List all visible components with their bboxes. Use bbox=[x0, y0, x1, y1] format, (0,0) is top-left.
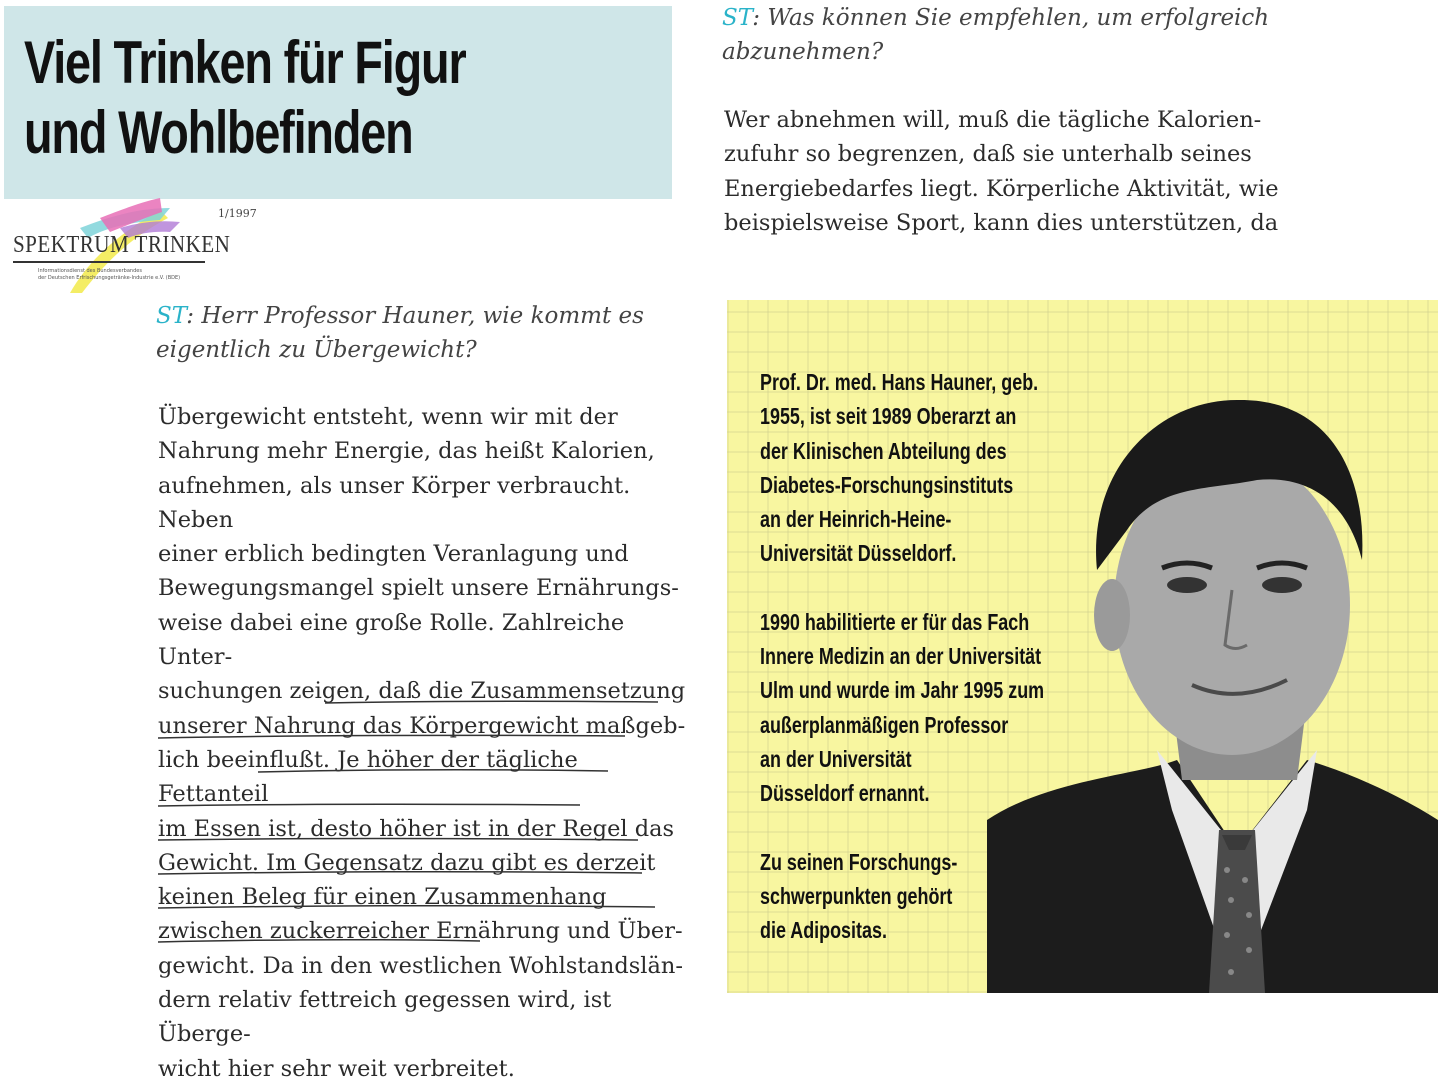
logo-subtitle-line-1: Informationsdienst des Bundesverbandes bbox=[38, 268, 142, 274]
interview-answer-2: Wer abnehmen will, muß die tägliche Kalorien- zufuhr so begrenzen, daß sie unterhalb seines Energiebedarfes liegt. Körperliche Aktivität, wie beispielsweise Sport, kann dies unterstützen, da bbox=[724, 107, 1279, 236]
portrait-photo bbox=[987, 380, 1438, 993]
bio-text bbox=[760, 365, 1044, 947]
bio-line: Diabetes-Forschungsinstituts bbox=[760, 471, 1014, 498]
bio-line: die Adipositas. bbox=[760, 917, 887, 944]
bio-line: Prof. Dr. med. Hans Hauner, geb. bbox=[760, 369, 1039, 395]
issue-number: 1/1997 bbox=[218, 207, 257, 220]
headline-box bbox=[4, 6, 672, 199]
question-text: : Herr Professor Hauner, wie kommt es eigentlich zu Übergewicht? bbox=[156, 303, 644, 363]
bio-line: außerplanmäßigen Professor bbox=[760, 711, 1009, 738]
question-text: : Was können Sie empfehlen, um erfolgreich abzunehmen? bbox=[722, 5, 1270, 65]
st-tag: ST bbox=[722, 5, 753, 31]
logo-rule bbox=[13, 261, 205, 263]
bio-box bbox=[727, 300, 1438, 993]
spektrum-trinken-logo bbox=[10, 198, 230, 293]
logo-wordmark: SPEKTRUM TRINKEN bbox=[13, 232, 231, 258]
bio-line: der Klinischen Abteilung des bbox=[760, 437, 1007, 464]
logo-subtitle-line-2: der Deutschen Erfrischungsgetränke-Industrie e.V. (BDE) bbox=[38, 275, 181, 281]
bio-line: Universität Düsseldorf. bbox=[760, 540, 957, 567]
headline bbox=[24, 28, 465, 168]
bio-line: Innere Medizin an der Universität bbox=[760, 643, 1042, 670]
bio-paragraph-gap bbox=[760, 811, 1044, 845]
bio-line: an der Universität bbox=[760, 745, 912, 772]
st-tag: ST bbox=[156, 303, 187, 329]
bio-line: 1990 habilitierte er für das Fach bbox=[760, 608, 1030, 635]
headline-line-2: und Wohlbefinden bbox=[24, 99, 413, 166]
bio-line: Zu seinen Forschungs- bbox=[760, 848, 958, 875]
bio-line: Ulm und wurde im Jahr 1995 zum bbox=[760, 677, 1045, 704]
bio-paragraph-gap bbox=[760, 571, 1044, 605]
logo-subtitle bbox=[38, 268, 180, 282]
interview-answer-1: Übergewicht entsteht, wenn wir mit der Nahrung mehr Energie, das heißt Kalorien, aufnehmen, als unser Körper verbraucht. Neben einer erblich bedingten Veranlagung und Bewegungsmangel spielt unsere Ernährungs- weise dabei eine große Rolle. Zahlreiche Unter- suchungen zeigen, daß die Zusammensetzung unserer Nahrung das Körpergewicht maßgeb- lich beeinflußt. Je höher der tägliche Fettanteil im Essen ist, desto höher ist in der Regel das Gewicht. Im Gegensatz dazu gibt es derzeit keinen Beleg für einen Zusammenhang zwischen zuckerreicher Ernährung und Über- gewicht. Da in den westlichen Wohlstandslän- dern relativ fettreich gegessen wird, ist Überge- wicht hier sehr weit verbreitet. bbox=[158, 404, 686, 1082]
interview-question-2 bbox=[722, 1, 1282, 69]
bio-line: 1955, ist seit 1989 Oberarzt an bbox=[760, 403, 1017, 430]
headline-line-1: Viel Trinken für Figur bbox=[24, 29, 466, 96]
bio-line: Düsseldorf ernannt. bbox=[760, 780, 930, 807]
pen-underline-marks bbox=[150, 670, 670, 970]
interview-question-1 bbox=[156, 299, 676, 367]
bio-line: an der Heinrich-Heine- bbox=[760, 506, 952, 533]
bio-line: schwerpunkten gehört bbox=[760, 882, 953, 909]
